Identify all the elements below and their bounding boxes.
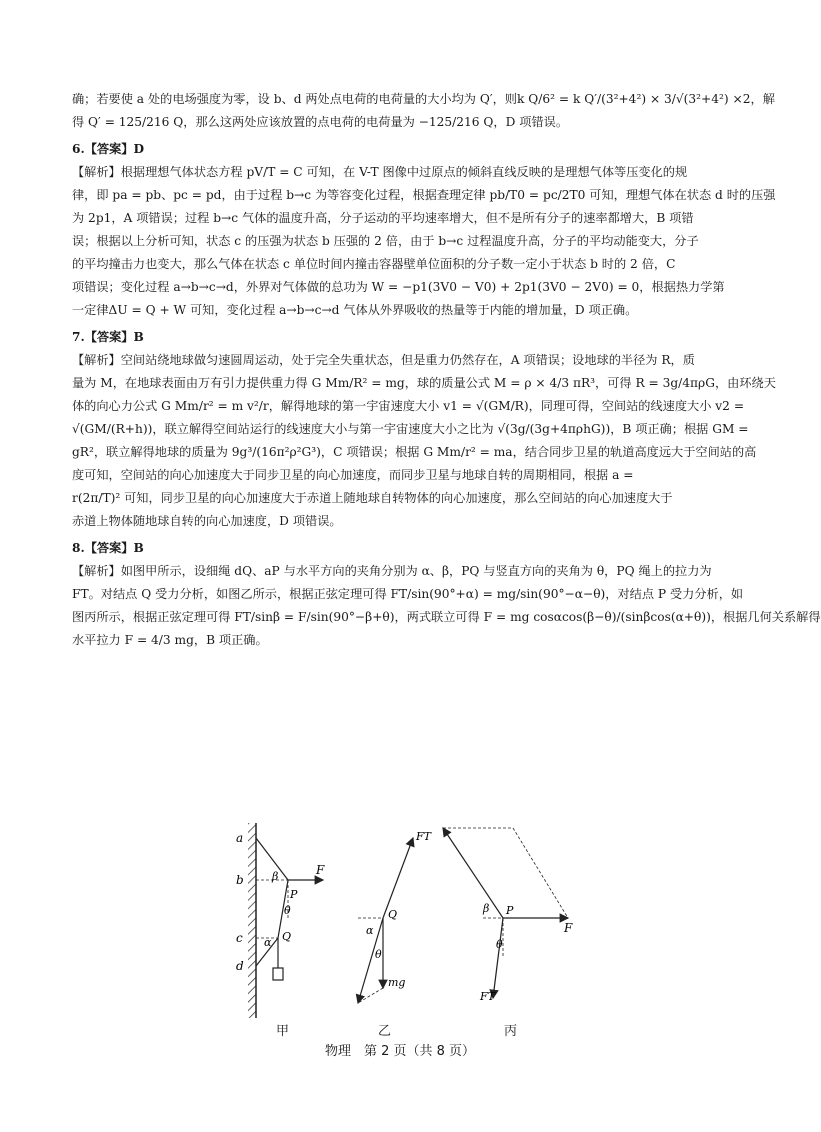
label-mg: mg	[388, 976, 406, 989]
label-FT: FT	[416, 830, 431, 843]
label-FT2: FT	[480, 990, 495, 1003]
label-theta: θ	[284, 904, 291, 917]
label-beta2: β	[483, 902, 490, 915]
q8-answer: 8.【答案】B	[72, 541, 144, 555]
force-FT2-arrow	[493, 918, 503, 998]
q6-line-1: 【解析】根据理想气体状态方程 pV/T = C 可知，在 V-T 图像中过原点的倾斜直线反映的是理想气体等压变化的规	[72, 165, 688, 179]
q7-answer: 7.【答案】B	[72, 330, 144, 344]
caption-yi: 乙	[378, 1024, 392, 1039]
q8-line-2: FT。对结点 Q 受力分析，如图乙所示，根据正弦定理可得 FT/sin(90°+α) = mg/sin(90°−α−θ)，对结点 P 受力分析，如	[72, 587, 744, 601]
line-1: 确；若要使 a 处的电场强度为零，设 b、d 两处点电荷的电荷量的大小均为 Q′，则k Q/6² = k Q′/(3²+4²) × 3/√(3²+4²) ×2，解	[72, 92, 775, 106]
label-beta: β	[272, 870, 279, 883]
q7-line-1: 【解析】空间站绕地球做匀速圆周运动，处于完全失重状态，但是重力仍然存在，A 项错误；设地球的半径为 R，质	[72, 353, 695, 367]
q8-line-4: 水平拉力 F = 4/3 mg，B 项正确。	[72, 633, 268, 647]
label-theta2: θ	[375, 948, 382, 961]
force-rope-arrow	[443, 828, 503, 918]
label-d: d	[236, 959, 244, 973]
wall-hatch	[248, 823, 256, 1018]
q8-line-1: 【解析】如图甲所示，设细绳 dQ、aP 与水平方向的夹角分别为 α、β，PQ 与竖直方向的夹角为 θ，PQ 绳上的拉力为	[72, 564, 712, 578]
caption-bing: 丙	[504, 1024, 518, 1039]
q6-line-3: 为 2p1，A 项错误；过程 b→c 气体的温度升高，分子运动的平均速率增大，但不是所有分子的速率都增大，B 项错	[72, 211, 694, 225]
solution-text	[72, 88, 821, 652]
label-P2: P	[506, 904, 514, 917]
force-diagrams	[228, 818, 598, 1048]
label-theta3: θ	[496, 938, 503, 951]
line-2: 得 Q′ = 125/216 Q，那么这两处应该放置的点电荷的电荷量为 −125/216 Q，D 项错误。	[72, 115, 569, 129]
q6-line-7: 一定律ΔU = Q + W 可知，变化过程 a→b→c→d 气体从外界吸收的热量等于内能的增加量，D 项正确。	[72, 303, 638, 317]
q6-line-6: 项错误；变化过程 a→b→c→d，外界对气体做的总功为 W = −p1(3V0 − V0) + 2p1(3V0 − 2V0) = 0，根据热力学第	[72, 280, 725, 294]
label-b: b	[236, 873, 244, 887]
q7-line-4: √(GM/(R+h))，联立解得空间站运行的线速度大小与第一宇宙速度大小之比为 √(3g/(3g+4πρhG))，B 项正确；根据 GM =	[72, 422, 749, 436]
page-footer: 物理 第 2 页（共 8 页）	[324, 1044, 476, 1059]
q6-line-2: 律，即 pa = pb、pc = pd，由于过程 b→c 为等容变化过程，根据查理定律 pb/T0 = pc/2T0 可知，理想气体在状态 d 时的压强	[72, 188, 776, 202]
weight-block	[273, 968, 283, 980]
q7-line-6: 度可知，空间站的向心加速度大于同步卫星的向心加速度，而同步卫星与地球自转的周期相同，根据 a =	[72, 468, 634, 482]
label-Q: Q	[282, 930, 292, 943]
label-P: P	[290, 888, 298, 901]
label-c: c	[236, 931, 243, 945]
label-alpha: α	[264, 936, 272, 949]
q6-line-5: 的平均撞击力也变大，那么气体在状态 c 单位时间内撞击容器壁单位面积的分子数一定小于状态 b 时的 2 倍，C	[72, 257, 676, 271]
q8-line-3: 图丙所示，根据正弦定理可得 FT/sinβ = F/sin(90°−β+θ)，两式联立可得 F = mg cosαcos(β−θ)/(sinβcos(α+θ))，根据几何关系解得	[72, 610, 821, 624]
q7-line-5: gR²，联立解得地球的质量为 9g³/(16π²ρ²G³)，C 项错误；根据 G Mm/r² = ma，结合同步卫星的轨道高度远大于空间站的高	[72, 445, 757, 459]
label-a: a	[236, 831, 244, 845]
label-Q2: Q	[388, 908, 398, 921]
q7-line-3: 体的向心力公式 G Mm/r² = m v²/r，解得地球的第一宇宙速度大小 v1 = √(GM/R)，同理可得，空间站的线速度大小 v2 =	[72, 399, 745, 413]
label-alpha2: α	[366, 924, 374, 937]
q6-answer: 6.【答案】D	[72, 142, 145, 156]
diagram-yi	[358, 830, 433, 1003]
q7-line-7: r(2π/T)² 可知，同步卫星的向心加速度大于赤道上随地球自转物体的向心加速度，那么空间站的向心加速度大于	[72, 491, 673, 505]
q7-line-2: 量为 M，在地球表面由万有引力提供重力得 G Mm/R² = mg，球的质量公式 M = ρ × 4/3 πR³，可得 R = 3g/4πρG，由环绕天	[72, 376, 776, 390]
q6-line-4: 误；根据以上分析可知，状态 c 的压强为状态 b 压强的 2 倍，由于 b→c 过程温度升高，分子的平均动能变大，分子	[72, 234, 699, 248]
label-F2: F	[564, 921, 573, 935]
diagram-bing	[443, 828, 573, 1003]
caption-jia: 甲	[276, 1024, 290, 1039]
diagram-jia	[236, 823, 325, 1018]
q7-line-8: 赤道上物体随地球自转的向心加速度，D 项错误。	[72, 514, 342, 528]
force-FT-arrow	[383, 838, 413, 918]
label-F: F	[316, 863, 325, 877]
